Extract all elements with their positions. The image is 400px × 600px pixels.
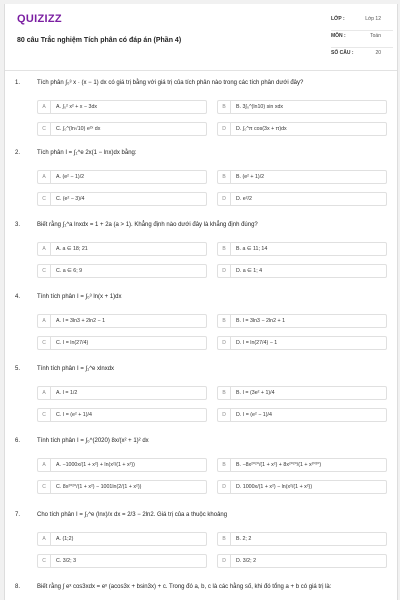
answer-option-d[interactable] [217, 408, 387, 422]
document-page [4, 4, 398, 600]
option-text: D. 3/2; 2 [236, 558, 257, 564]
option-text: A. a ∈ 18; 21 [56, 246, 88, 252]
answer-option-a[interactable] [37, 242, 207, 256]
option-text: A. (e² − 1)/2 [56, 174, 85, 180]
answer-option-a[interactable] [37, 100, 207, 114]
question-body: Tính tích phân I = ∫₀^(2020) 8x/(x² + 1)² dx [37, 438, 149, 444]
option-key: C [38, 481, 51, 493]
answer-option-a[interactable] [37, 458, 207, 472]
meta-row-subject [331, 31, 393, 48]
option-key: C [38, 193, 51, 205]
option-key: D [218, 123, 231, 135]
meta-value: 20 [375, 50, 381, 56]
option-text: B. 2; 2 [236, 536, 252, 542]
question-number: 3. [15, 222, 21, 228]
question-number: 8. [15, 584, 21, 590]
question-body: Cho tích phân I = ∫₁^e (lnx)/x dx = 2/3 − 2ln2. Giá trị của a thuộc khoảng [37, 512, 228, 518]
option-text: B. a ∈ 11; 14 [236, 246, 268, 252]
option-text: B. −8x²⁰²⁰/(1 + x²) + 8x²⁰²⁰/(1 + x²⁰²⁰) [236, 462, 322, 468]
answer-option-d[interactable] [217, 480, 387, 494]
question-number: 7. [15, 512, 21, 518]
option-key: A [38, 171, 51, 183]
option-key: D [218, 409, 231, 421]
option-text: D. 1000x/(1 + x²) − ln(x²/(1 + x²)) [236, 484, 313, 490]
question-body: Tính tích phân I = ∫₁^e xlnxdx [37, 366, 115, 372]
answer-option-d[interactable] [217, 122, 387, 136]
option-text: B. 3∫₀^(ln10) sin xdx [236, 104, 284, 110]
answer-option-d[interactable] [217, 336, 387, 350]
option-key: A [38, 315, 51, 327]
answer-option-d[interactable] [217, 192, 387, 206]
quizizz-logo: QUIZIZZ [17, 13, 62, 25]
option-text: C. a ∈ 6; 9 [56, 268, 83, 274]
meta-label: SỐ CÂU : [331, 50, 354, 56]
option-text: D. a ∈ 1; 4 [236, 268, 263, 274]
option-key: D [218, 481, 231, 493]
option-key: A [38, 459, 51, 471]
question-number: 4. [15, 294, 21, 300]
option-text: A. −1000x/(1 + x²) + ln(x²/(1 + x²)) [56, 462, 135, 468]
option-key: C [38, 123, 51, 135]
option-text: D. e²/2 [236, 196, 252, 202]
document-header [5, 4, 397, 71]
question-text [15, 150, 137, 156]
question-text [15, 584, 331, 590]
option-text: C. 3/2; 3 [56, 558, 77, 564]
answer-option-b[interactable] [217, 242, 387, 256]
meta-row-class [331, 14, 393, 31]
option-text: D. I = ln(27/4) − 1 [236, 340, 278, 346]
option-key: D [218, 265, 231, 277]
option-key: A [38, 243, 51, 255]
answer-option-b[interactable] [217, 532, 387, 546]
question-text [15, 366, 114, 372]
option-text: A. ∫₀² x² + x − 3dx [56, 104, 98, 110]
question-body: Biết rằng ∫ eˣ cos3xdx = eˣ (acos3x + bsin3x) + c. Trong đó a, b, c là các hằng số, khi đó tổng a + b có giá trị là: [37, 584, 332, 590]
option-text: C. (e² − 3)/4 [56, 196, 85, 202]
answer-option-a[interactable] [37, 532, 207, 546]
answer-option-d[interactable] [217, 264, 387, 278]
question-text [15, 80, 303, 86]
option-text: A. I = 3ln3 + 2ln2 − 1 [56, 318, 106, 324]
question-number: 5. [15, 366, 21, 372]
option-key: B [218, 243, 231, 255]
answer-option-b[interactable] [217, 458, 387, 472]
option-key: D [218, 193, 231, 205]
answer-option-c[interactable] [37, 554, 207, 568]
answer-option-b[interactable] [217, 314, 387, 328]
answer-option-a[interactable] [37, 314, 207, 328]
question-body: Tính tích phân I = ∫₀³ ln(x + 1)dx [37, 294, 122, 300]
option-text: B. (e² + 1)/2 [236, 174, 265, 180]
meta-row-count [331, 48, 393, 64]
option-text: C. I = (e² + 1)/4 [56, 412, 92, 418]
answer-option-c[interactable] [37, 336, 207, 350]
meta-box [331, 14, 393, 64]
question-number: 2. [15, 150, 21, 156]
question-body: Tích phân I = ∫₁^e 2x(1 − lnx)dx bằng: [37, 150, 137, 156]
meta-label: LỚP : [331, 16, 345, 22]
answer-option-b[interactable] [217, 170, 387, 184]
option-text: B. I = 3ln3 − 2ln2 + 1 [236, 318, 286, 324]
option-text: B. I = (3e² + 1)/4 [236, 390, 275, 396]
meta-label: MÔN : [331, 33, 346, 39]
option-key: B [218, 533, 231, 545]
answer-option-a[interactable] [37, 170, 207, 184]
answer-option-d[interactable] [217, 554, 387, 568]
option-key: C [38, 337, 51, 349]
question-text [15, 438, 149, 444]
answer-option-a[interactable] [37, 386, 207, 400]
question-text [15, 222, 258, 228]
answer-option-c[interactable] [37, 122, 207, 136]
option-key: B [218, 387, 231, 399]
option-key: D [218, 337, 231, 349]
option-text: D. ∫₀^π cos(3x + π)dx [236, 126, 287, 132]
option-text: A. I = 1/2 [56, 390, 78, 396]
option-key: B [218, 171, 231, 183]
answer-option-c[interactable] [37, 480, 207, 494]
question-number: 6. [15, 438, 21, 444]
option-key: C [38, 555, 51, 567]
option-key: D [218, 555, 231, 567]
option-key: A [38, 387, 51, 399]
option-key: C [38, 265, 51, 277]
meta-value: Toán [370, 33, 381, 39]
option-key: A [38, 533, 51, 545]
option-text: D. I = (e² − 1)/4 [236, 412, 272, 418]
answer-option-b[interactable] [217, 386, 387, 400]
option-key: B [218, 459, 231, 471]
question-number: 1. [15, 80, 21, 86]
answer-option-b[interactable] [217, 100, 387, 114]
answer-option-c[interactable] [37, 192, 207, 206]
answer-option-c[interactable] [37, 264, 207, 278]
answer-option-c[interactable] [37, 408, 207, 422]
question-text [15, 294, 122, 300]
option-text: A. (1;2) [56, 536, 74, 542]
meta-value: Lớp 12 [365, 16, 381, 22]
option-key: B [218, 315, 231, 327]
option-key: A [38, 101, 51, 113]
option-text: C. I = ln(27/4) [56, 340, 89, 346]
question-body: Biết rằng ∫₁^a lnxdx = 1 + 2a (a > 1). Khẳng định nào dưới đây là khẳng định đúng? [37, 222, 258, 228]
option-key: C [38, 409, 51, 421]
question-body: Tích phân ∫₀³ x · (x − 1) dx có giá trị bằng với giá trị của tích phân nào trong các tích phân dưới đây? [37, 80, 304, 86]
question-text [15, 512, 227, 518]
option-key: B [218, 101, 231, 113]
document-title: 80 câu Trắc nghiệm Tích phân có đáp án (Phần 4) [17, 37, 182, 44]
option-text: C. 8x²⁰²⁰/(1 + x²) − 1001ln(2/(1 + x²)) [56, 484, 142, 490]
option-text: C. ∫₀^(ln√10) e²ˣ dx [56, 126, 101, 132]
